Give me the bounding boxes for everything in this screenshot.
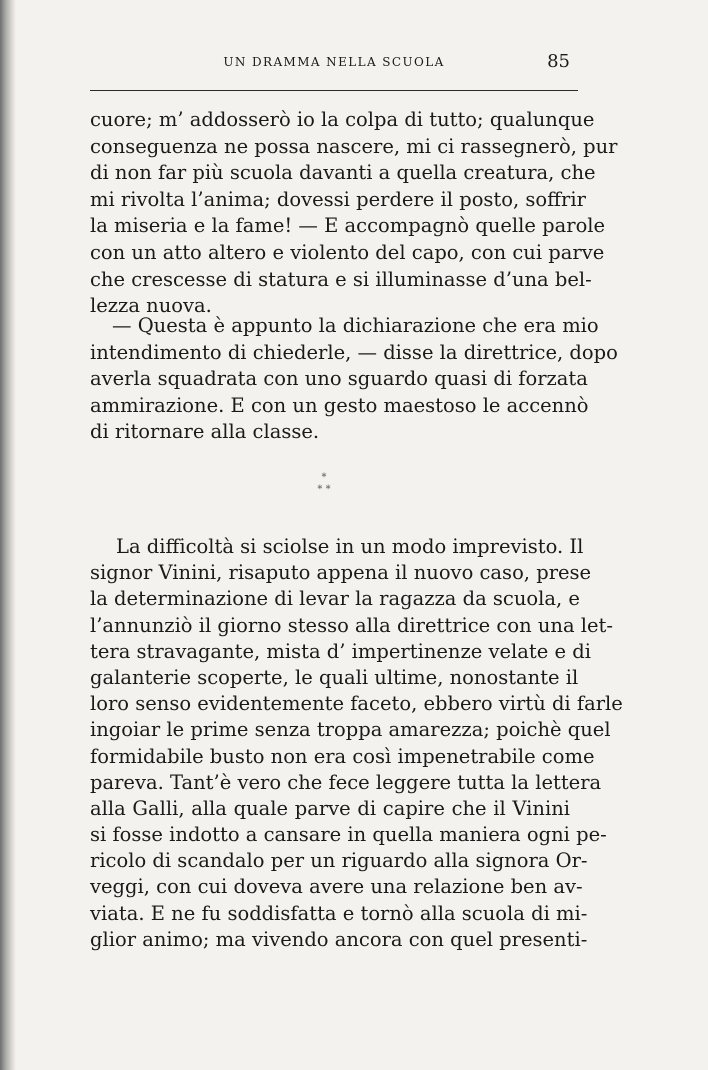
text-line: galanterie scoperte, le quali ultime, nonostante il [90,665,579,689]
text-line: ammirazione. E con un gesto maestoso le accennò [90,393,589,417]
text-line: ricolo di scandalo per un riguardo alla signora Or- [90,849,588,873]
text-line: tera stravagante, mista d’ impertinenze velate e di [90,639,591,663]
text-line: loro senso evidentemente faceto, ebbero virtù di farle [90,692,623,716]
text-line: mi rivolta l’anima; dovessi perdere il posto, soffrir [90,187,586,211]
text-line: cuore; m’ addosserò io la colpa di tutto; qualunque [90,108,595,131]
text-line: La difficoltà si sciolse in un modo imprevisto. Il [116,535,584,558]
text-line: la determinazione di levar la ragazza da scuola, e [90,587,580,611]
page-number: 85 [547,51,570,72]
page-header [90,53,578,75]
text-line: di ritornare alla classe. [90,420,320,444]
text-line: formidabile busto non era così impenetrabile come [90,744,595,768]
running-title: UN DRAMMA NELLA SCUOLA [223,55,445,69]
text-line: — Questa è appunto la dichiarazione che era mio [112,314,599,337]
text-line: conseguenza ne possa nascere, mi ci rassegnerò, pur [90,134,618,158]
header-rule [90,90,578,91]
text-line: la miseria e la fame! — E accompagnò quelle parole [90,214,606,238]
text-line: si fosse indotto a cansare in quella maniera ogni pe- [90,823,607,847]
text-line: viata. E ne fu soddisfatta e tornò alla scuola di mi- [90,901,588,925]
text-line: signor Vinini, risaputo appena il nuovo caso, prese [90,561,592,585]
asterism-top: * [321,472,327,483]
text-line: l’annunziò il giorno stesso alla direttrice con una let- [90,613,613,637]
text-line: glior animo; ma vivendo ancora con quel presenti- [90,927,588,951]
paragraph-3 [90,534,623,953]
text-line: alla Galli, alla quale parve di capire che il Vinini [90,796,570,820]
text-line: ingoiar le prime senza troppa amarezza; poichè quel [90,718,611,742]
asterism-bottom: * * [317,484,331,495]
page-binding-edge [0,0,16,1070]
text-line: che crescesse di statura e si illuminasse d’una bel- [90,267,592,291]
text-line: con un atto altero e violento del capo, con cui parve [90,240,605,264]
paragraph-2 [90,313,618,446]
paragraph-1 [90,107,618,320]
text-line: veggi, con cui doveva avere una relazione ben av- [90,875,583,899]
text-line: di non far più scuola davanti a quella creatura, che [90,161,596,185]
section-separator-asterism [310,472,338,506]
text-line: lezza nuova. [90,294,212,318]
text-line: pareva. Tant’è vero che fece leggere tutta la lettera [90,770,602,794]
text-line: averla squadrata con uno sguardo quasi di forzata [90,367,588,391]
text-line: intendimento di chiederle, — disse la direttrice, dopo [90,340,618,364]
